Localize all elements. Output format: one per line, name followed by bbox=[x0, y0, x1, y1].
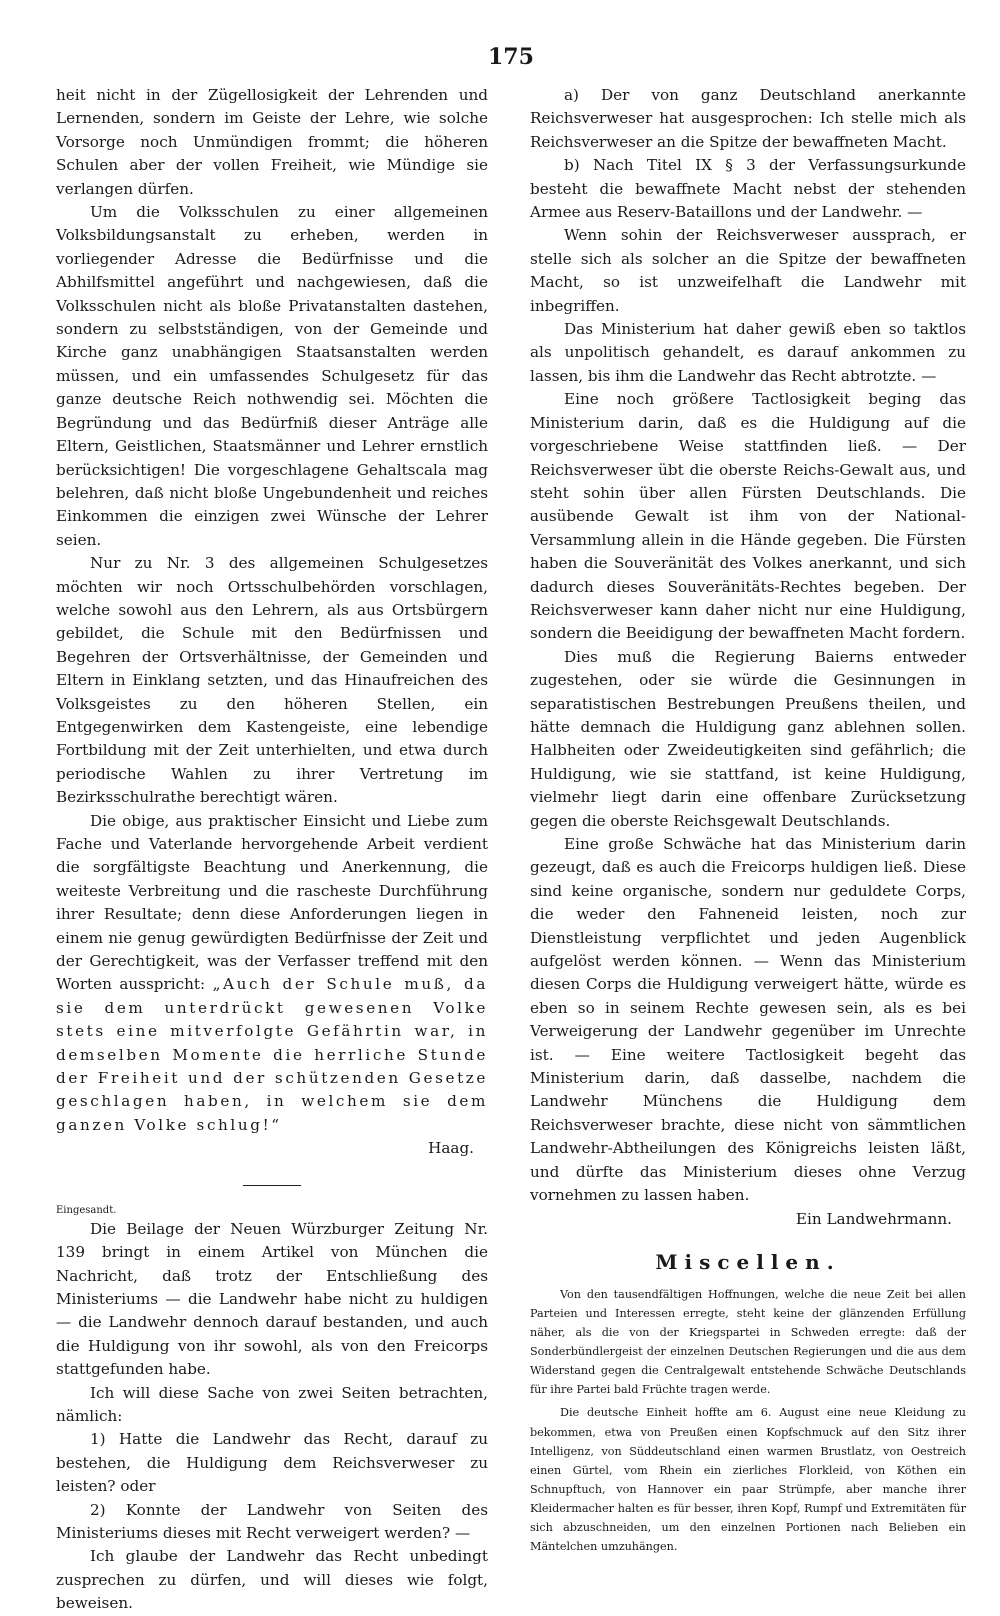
list-item: 1) Hatte die Landwehr das Recht, darauf zu bestehen, die Huldigung dem Reichsverweser zu leisten? oder bbox=[56, 1430, 488, 1496]
paragraph: Eine noch größere Tactlosigkeit beging das Ministerium darin, daß es die Huldigung auf die vorgeschriebene Weise stattfinden ließ. — Der Reichsverweser übt die oberste Reichs-Gewalt aus, und steht sohin über allen Fürsten Deutschlands. Die ausübende Gewalt ist ihm von der National-Versammlung allein in die Hände gegeben. Die Fürsten haben die Souveränität des Volkes anerkannt, und sich dadurch dieses Souveränitäts-Rechtes begeben. Der Reichsverweser kann daher nicht nur eine Huldigung, sondern die Beeidigung der bewaffneten Macht fordern. bbox=[530, 390, 966, 643]
section-title: Miscellen. bbox=[655, 1249, 841, 1274]
paragraph: Ich will diese Sache von zwei Seiten betrachten, nämlich: bbox=[56, 1383, 488, 1425]
signature: Haag. bbox=[428, 1139, 474, 1158]
list-item: b) Nach Titel IX § 3 der Verfassungsurkunde besteht die bewaffnete Macht nebst der stehenden Armee aus Reserv-Bataillons und der Landwehr. — bbox=[530, 156, 966, 222]
left-column bbox=[56, 84, 488, 1616]
quote: „Auch der Schule muß, da sie dem unterdrückt gewesenen Volke stets eine mitverfolgte Gefährtin war, in demselben Momente die herrliche Stunde der Freiheit und der schützenden Gesetze geschlagen haben, in welchem sie dem ganzen Volke schlug!“ bbox=[56, 975, 488, 1134]
section-tag: Eingesandt. bbox=[56, 1204, 117, 1216]
page-number: 175 bbox=[488, 44, 534, 70]
paragraph: Wenn sohin der Reichsverweser aussprach, er stelle sich als solcher an die Spitze der bewaffneten Macht, so ist unzweifelhaft die Landwehr mit inbegriffen. bbox=[530, 226, 966, 315]
signature: Ein Landwehrmann. bbox=[795, 1209, 952, 1228]
paragraph: Von den tausendfältigen Hoffnungen, welche die neue Zeit bei allen Parteien und Interessen erregte, steht keine der glänzenden Erfüllung näher, als die von der Kriegspartei in Schweden erregte: daß der Sonderbündlergeist der einzelnen Deutschen Regierungen und die aus dem Widerstand gegen die Centralgewalt entstehende Schwäche Deutschlands für ihre Partei bald Früchte tragen werde. bbox=[530, 1287, 966, 1397]
paragraph: Das Ministerium hat daher gewiß eben so taktlos als unpolitisch gehandelt, es darauf ankommen zu lassen, bis ihm die Landwehr das Recht abtrotzte. — bbox=[530, 320, 966, 385]
divider bbox=[243, 1185, 301, 1186]
paragraph: Ich glaube der Landwehr das Recht unbedingt zusprechen zu dürfen, und will dieses wie folgt, beweisen. bbox=[56, 1547, 488, 1613]
paragraph: Eine große Schwäche hat das Ministerium darin gezeugt, daß es auch die Freicorps huldigen ließ. Diese sind keine organische, sondern nur geduldete Corps, die weder den Fahneneid leisten, noch zur Dienstleistung verpflichtet und jeden Augenblick aufgelöst werden können. — Wenn das Ministerium diesen Corps die Huldigung verweigert hätte, würde es eben so in seinem Rechte gewesen sein, als es bei Verweigerung der Landwehr gegenüber im Unrechte ist. — Eine weitere Tactlosigkeit begeht das Ministerium darin, daß dasselbe, nachdem die Landwehr Münchens die Huldigung dem Reichsverweser brachte, diese nicht von sämmtlichen Landwehr-Abtheilungen des Königreichs leisten läßt, und dürfte das Ministerium dieses ohne Verzug vornehmen zu lassen haben. bbox=[530, 835, 966, 1205]
paragraph bbox=[56, 810, 488, 1138]
right-column bbox=[530, 84, 966, 1560]
paragraph-text: Die obige, aus praktischer Einsicht und Liebe zum Fache und Vaterlande hervorgehende Arbeit verdient die sorgfältigste Beachtung und Anerkennung, die weiteste Verbreitung und die rascheste Durchführung ihrer Resultate; denn diese Anforderungen liegen in einem nie genug gewürdigten Bedürfnisse der Zeit und der Gerechtigkeit, was der Verfasser treffend mit den Worten ausspricht: bbox=[56, 811, 488, 994]
paragraph: heit nicht in der Zügellosigkeit der Lehrenden und Lernenden, sondern im Geiste der Lehre, wie solche Vorsorge noch Unmündigen frommt; die höheren Schulen aber der vollen Freiheit, wie Mündige sie verlangen dürfen. bbox=[56, 86, 488, 198]
paragraph: Die deutsche Einheit hoffte am 6. August eine neue Kleidung zu bekommen, etwa von Preußen einen Kopfschmuck auf den Sitz ihrer Intelligenz, von Süddeutschland einen warmen Brustlatz, von Oestreich einen Gürtel, vom Rhein ein zierliches Florkleid, von Köthen ein Schnupftuch, von Hannover ein paar Strümpfe, aber manche ihrer Kleidermacher halten es für besser, ihren Kopf, Rumpf und Extremitäten für sich abzuschneiden, um den einzelnen Portionen nach Belieben ein Mäntelchen umzuhängen. bbox=[530, 1406, 966, 1554]
list-item: 2) Konnte der Landwehr von Seiten des Ministeriums dieses mit Recht verweigert werden? — bbox=[56, 1500, 488, 1542]
paragraph: Nur zu Nr. 3 des allgemeinen Schulgesetzes möchten wir noch Ortsschulbehörden vorschlagen, welche sowohl aus den Lehrern, als aus Ortsbürgern gebildet, die Schule mit den Bedürfnissen und Begehren der Ortsverhältnisse, der Gemeinden und Eltern in Einklang setzten, und das Hinaufreichen des Volksgeistes zu den höheren Stellen, ein Entgegenwirken dem Kastengeiste, eine lebendige Fortbildung mit der Zeit unterhielten, und etwa durch periodische Wahlen zu ihrer Vertretung im Bezirksschulrathe berechtigt wären. bbox=[56, 554, 488, 807]
paragraph: Die Beilage der Neuen Würzburger Zeitung Nr. 139 bringt in einem Artikel von München die Nachricht, daß trotz der Entschließung des Ministeriums — die Landwehr habe nicht zu huldigen — die Landwehr dennoch darauf bestanden, und auch die Huldigung von ihr sowohl, als von den Freicorps stattgefunden habe. bbox=[56, 1219, 488, 1379]
paragraph: Um die Volksschulen zu einer allgemeinen Volksbildungsanstalt zu erheben, werden in vorliegender Adresse die Bedürfnisse und die Abhilfsmittel angeführt und nachgewiesen, daß die Volksschulen nicht als bloße Privatanstalten dastehen, sondern zu selbstständigen, von der Gemeinde und Kirche ganz unabhängigen Staatsanstalten werden müssen, und ein umfassendes Schulgesetz für das ganze deutsche Reich nothwendig sei. Möchten die Begründung und das Bedürfniß dieser Anträge alle Eltern, Geistlichen, Staatsmänner und Lehrer ernstlich berücksichtigen! Die vorgeschlagene Gehaltscala mag belehren, daß nicht bloße Ungebundenheit und reiches Einkommen die einzigen zwei Wünsche der Lehrer seien. bbox=[56, 203, 488, 549]
miscellany-section bbox=[530, 1285, 966, 1556]
list-item: a) Der von ganz Deutschland anerkannte Reichsverweser hat ausgesprochen: Ich stelle mich als Reichsverweser an die Spitze der bewaffneten Macht. bbox=[530, 86, 966, 151]
paragraph: Dies muß die Regierung Baierns entweder zugestehen, oder sie würde die Gesinnungen in separatistischen Bestrebungen Preußens theilen, und hätte demnach die Huldigung ganz ablehnen sollen. Halbheiten oder Zweideutigkeiten sind gefährlich; die Huldigung, wie sie stattfand, ist keine Huldigung, vielmehr liegt darin eine offenbare Zurücksetzung gegen die oberste Reichsgewalt Deutschlands. bbox=[530, 647, 966, 830]
